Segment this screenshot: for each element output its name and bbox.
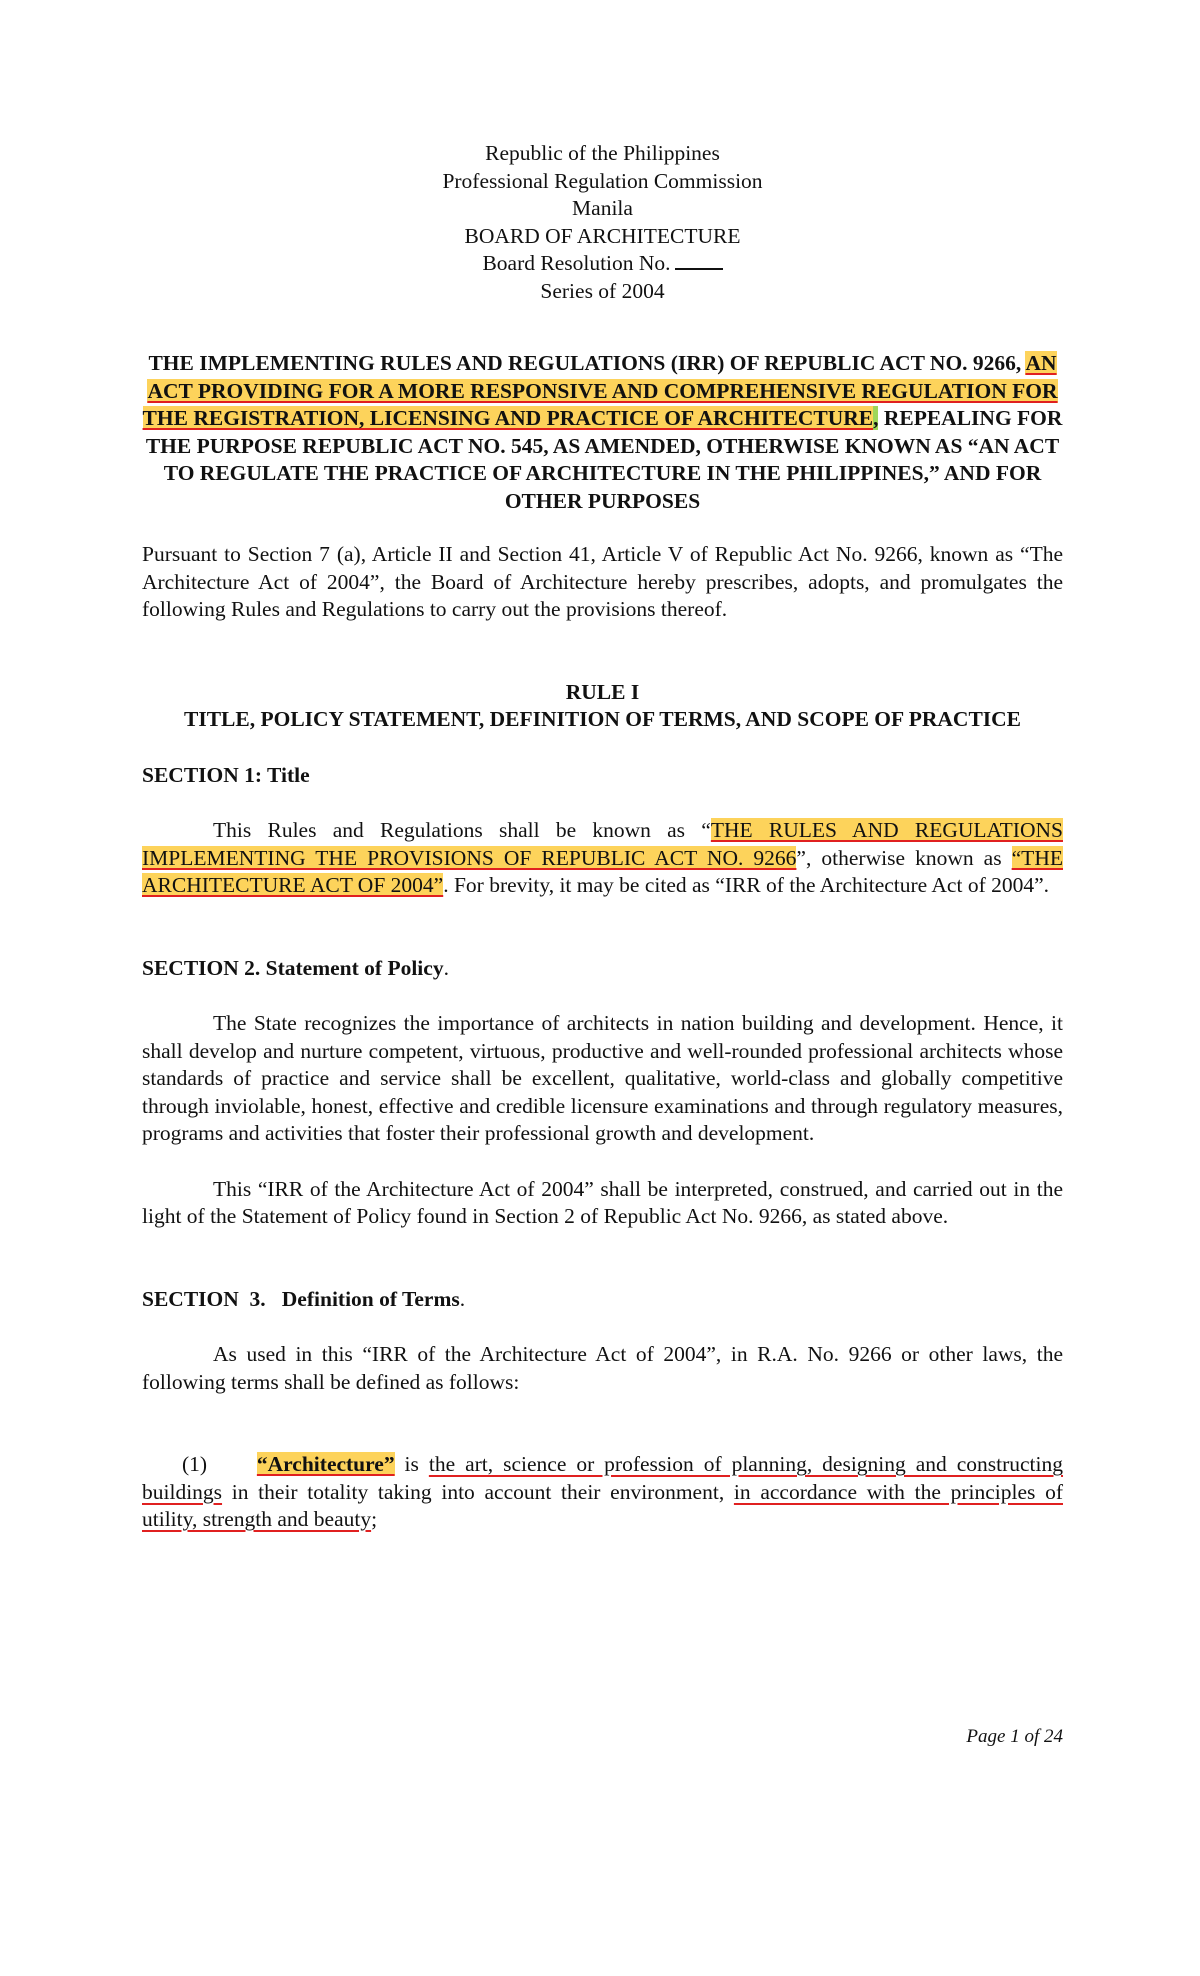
intro-paragraph: Pursuant to Section 7 (a), Article II and Section 41, Article V of Republic Act No. 9266, known as “The Architecture Act of 2004”, the Board of Architecture hereby prescribes, adopts, and promulgates the following Rules and Regulations to carry out the provisions thereof.: [142, 542, 1063, 621]
rule-title: TITLE, POLICY STATEMENT, DEFINITION OF TERMS, AND SCOPE OF PRACTICE: [183, 707, 1022, 731]
title-comma-mark: ,: [873, 406, 879, 430]
section-2-paragraph-2: This “IRR of the Architecture Act of 2004” shall be interpreted, construed, and carried out in the light of the Statement of Policy found in Section 2 of Republic Act No. 9266, as stated above.: [142, 1176, 1063, 1228]
section-2-paragraph-1: The State recognizes the importance of architects in nation building and development. Hence, it shall develop and nurture competent, virtuous, productive and well-rounded professional architects whose standards of practice and service shall be excellent, qualitative, world-class and globally competitive through inviolable, honest, effective and credible licensure examinations and through regulatory measures, programs and activities that foster their professional growth and development.: [142, 1011, 1063, 1145]
title-part-2: REPEALING FOR THE PURPOSE REPUBLIC ACT NO. 545, AS AMENDED, OTHERWISE KNOWN AS “AN ACT TO REGULATE THE PRACTICE OF ARCHITECTURE IN THE PHILIPPINES,” AND FOR OTHER PURPOSES: [145, 406, 1063, 513]
resolution-number-blank: [675, 250, 723, 270]
definition-underlined-b: in accordance with the principles of utility, strength and beauty: [142, 1479, 1063, 1531]
header-series: Series of 2004: [540, 278, 665, 303]
header-resolution: [142, 250, 1063, 278]
section-3-intro: As used in this “IRR of the Architecture Act of 2004”, in R.A. No. 9266 or other laws, the following terms shall be defined as follows:: [142, 1342, 1063, 1394]
definition-item-architecture: [142, 1451, 1063, 1534]
letterhead: [142, 140, 1063, 305]
definition-middle: in their totality taking into account their environment,: [222, 1479, 734, 1504]
section-1-paragraph: [142, 817, 1063, 900]
section-1-heading: SECTION 1: Title: [142, 762, 310, 787]
section-2-heading-period: .: [443, 955, 449, 980]
rule-number: RULE I: [565, 679, 640, 704]
definition-number: (1): [182, 1452, 208, 1476]
section-2-heading-text: SECTION 2. Statement of Policy: [142, 955, 444, 980]
section-1-text-c: . For brevity, it may be cited as “IRR of the Architecture Act of 2004”.: [443, 873, 1050, 897]
definition-is: is: [394, 1452, 429, 1476]
document-title: [142, 350, 1063, 515]
definition-term: “Architecture”: [256, 1452, 395, 1476]
section-1-highlight-a: THE RULES AND REGULATIONS IMPLEMENTING THE PROVISIONS OF REPUBLIC ACT NO. 9266: [142, 818, 1063, 870]
page-number: Page 1 of 24: [966, 1726, 1063, 1747]
title-part-1: THE IMPLEMENTING RULES AND REGULATIONS (IRR) OF REPUBLIC ACT NO. 9266,: [148, 351, 1026, 375]
section-3-heading-text: SECTION 3. Definition of Terms: [142, 1286, 460, 1311]
header-board: BOARD OF ARCHITECTURE: [464, 223, 741, 248]
title-highlight: AN ACT PROVIDING FOR A MORE RESPONSIVE AND COMPREHENSIVE REGULATION FOR THE REGISTRATION, LICENSING AND PRACTICE OF ARCHITECTURE: [142, 351, 1058, 430]
document-page: [142, 140, 1063, 1534]
header-city: Manila: [572, 196, 633, 220]
header-republic: Republic of the Philippines: [485, 141, 720, 165]
header-commission: Professional Regulation Commission: [442, 168, 763, 193]
section-1-text-b: ”, otherwise known as: [796, 845, 1012, 870]
header-resolution-label: Board Resolution No.: [482, 251, 671, 275]
definition-end: ;: [371, 1507, 378, 1531]
section-1-text-a: This Rules and Regulations shall be known as “: [213, 818, 711, 842]
section-2-heading: [142, 955, 1063, 983]
definition-underlined-a: the art, science or profession of planning, designing and constructing buildings: [142, 1452, 1064, 1504]
section-3-heading-period: .: [459, 1286, 466, 1311]
rule-heading: [142, 679, 1063, 734]
section-1-highlight-b: “THE ARCHITECTURE ACT OF 2004”: [142, 845, 1063, 897]
section-3-heading: [142, 1286, 1063, 1314]
